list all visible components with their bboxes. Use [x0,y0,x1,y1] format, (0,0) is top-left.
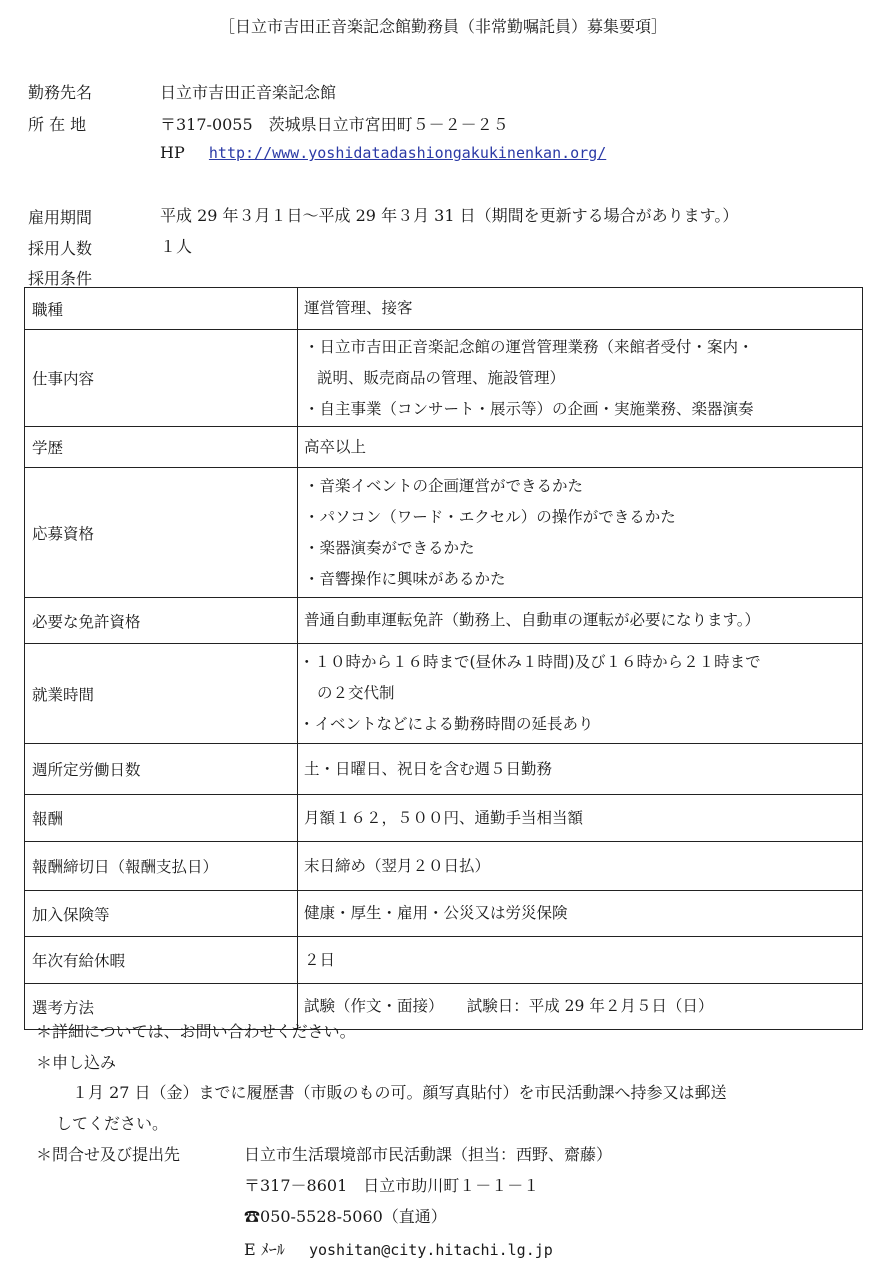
homepage-label: HP [160,143,185,162]
address-value: 〒317-0055 茨城県日立市宮田町５－２－２５ [160,115,509,134]
table-row [25,842,863,891]
row-value: 運営管理、接客 [298,288,863,330]
apply-heading: ＊申し込み [36,1053,117,1072]
row-key: 選考方法 [25,984,298,1030]
row-key: 就業時間 [25,644,298,744]
address-label: 所 在 地 [28,115,87,134]
row-value: ・音楽イベントの企画運営ができるかた ・パソコン（ワード・エクセル）の操作ができるかた ・楽器演奏ができるかた ・音響操作に興味があるかた [298,468,863,598]
row-key: 加入保険等 [25,891,298,937]
email-label: E ﾒｰﾙ [244,1240,285,1259]
contact-heading: ＊問合せ及び提出先 [36,1145,181,1164]
row-key: 必要な免許資格 [25,598,298,644]
contact-tel: 050-5528-5060（直通） [260,1207,447,1226]
row-key: 応募資格 [25,468,298,598]
row-value: ２日 [298,937,863,984]
row-key: 報酬締切日（報酬支払日） [25,842,298,891]
contact-tel-line [244,1204,447,1227]
count-label: 採用人数 [28,239,93,258]
row-key: 年次有給休暇 [25,937,298,984]
apply-text-cont: してください。 [56,1114,169,1133]
apply-text: １月 27 日（金）までに履歴書（市販のもの可。顔写真貼付）を市民活動課へ持参又は郵送 [72,1083,727,1102]
homepage-line [160,143,606,162]
table-row [25,744,863,795]
table-row [25,330,863,427]
table-row [25,288,863,330]
table-row [25,468,863,598]
table-row [25,891,863,937]
row-value: 健康・厚生・雇用・公災又は労災保険 [298,891,863,937]
row-key: 仕事内容 [25,330,298,427]
conditions-label: 採用条件 [28,269,93,288]
contact-dept: 日立市生活環境部市民活動課（担当：西野、齋藤） [244,1145,613,1164]
details-note: ＊詳細については、お問い合わせください。 [36,1022,356,1041]
row-value: 末日締め（翌月２０日払） [298,842,863,891]
row-key: 学歴 [25,427,298,468]
table-row [25,644,863,744]
row-value: ・日立市吉田正音楽記念館の運営管理業務（来館者受付・案内・ 説明、販売商品の管理、施設管理） ・自主事業（コンサート・展示等）の企画・実施業務、楽器演奏 [298,330,863,427]
homepage-link[interactable]: http://www.yoshidatadashiongakukinenkan.org/ [208,144,607,162]
workplace-value: 日立市吉田正音楽記念館 [160,83,337,102]
period-label: 雇用期間 [28,208,93,227]
phone-icon: ☎ [244,1207,261,1226]
row-key: 週所定労働日数 [25,744,298,795]
contact-email[interactable]: yoshitan@city.hitachi.lg.jp [308,1241,553,1259]
count-value: １人 [160,237,193,256]
table-row [25,795,863,842]
row-value: ・１０時から１６時まで(昼休み１時間)及び１６時から２１時まで の２交代制 ・イベントなどによる勤務時間の延長あり [298,644,863,744]
row-key: 職種 [25,288,298,330]
row-value: 普通自動車運転免許（勤務上、自動車の運転が必要になります。） [298,598,863,644]
contact-email-line [244,1237,553,1260]
table-row [25,937,863,984]
row-value: 試験（作文・面接） 試験日：平成 29 年２月５日（日） [298,984,863,1030]
table-row [25,427,863,468]
page-title: ［日立市吉田正音楽記念館勤務員（非常勤嘱託員）募集要項］ [218,17,667,36]
row-value: 月額１６２，５００円、通勤手当相当額 [298,795,863,842]
row-value: 土・日曜日、祝日を含む週５日勤務 [298,744,863,795]
row-value: 高卒以上 [298,427,863,468]
row-key: 報酬 [25,795,298,842]
conditions-table [24,287,863,1030]
contact-address: 〒317－8601 日立市助川町１－１－１ [244,1176,540,1195]
workplace-label: 勤務先名 [28,83,93,102]
period-value: 平成 29 年３月１日～平成 29 年３月 31 日（期間を更新する場合があります。） [160,206,739,225]
table-row [25,598,863,644]
